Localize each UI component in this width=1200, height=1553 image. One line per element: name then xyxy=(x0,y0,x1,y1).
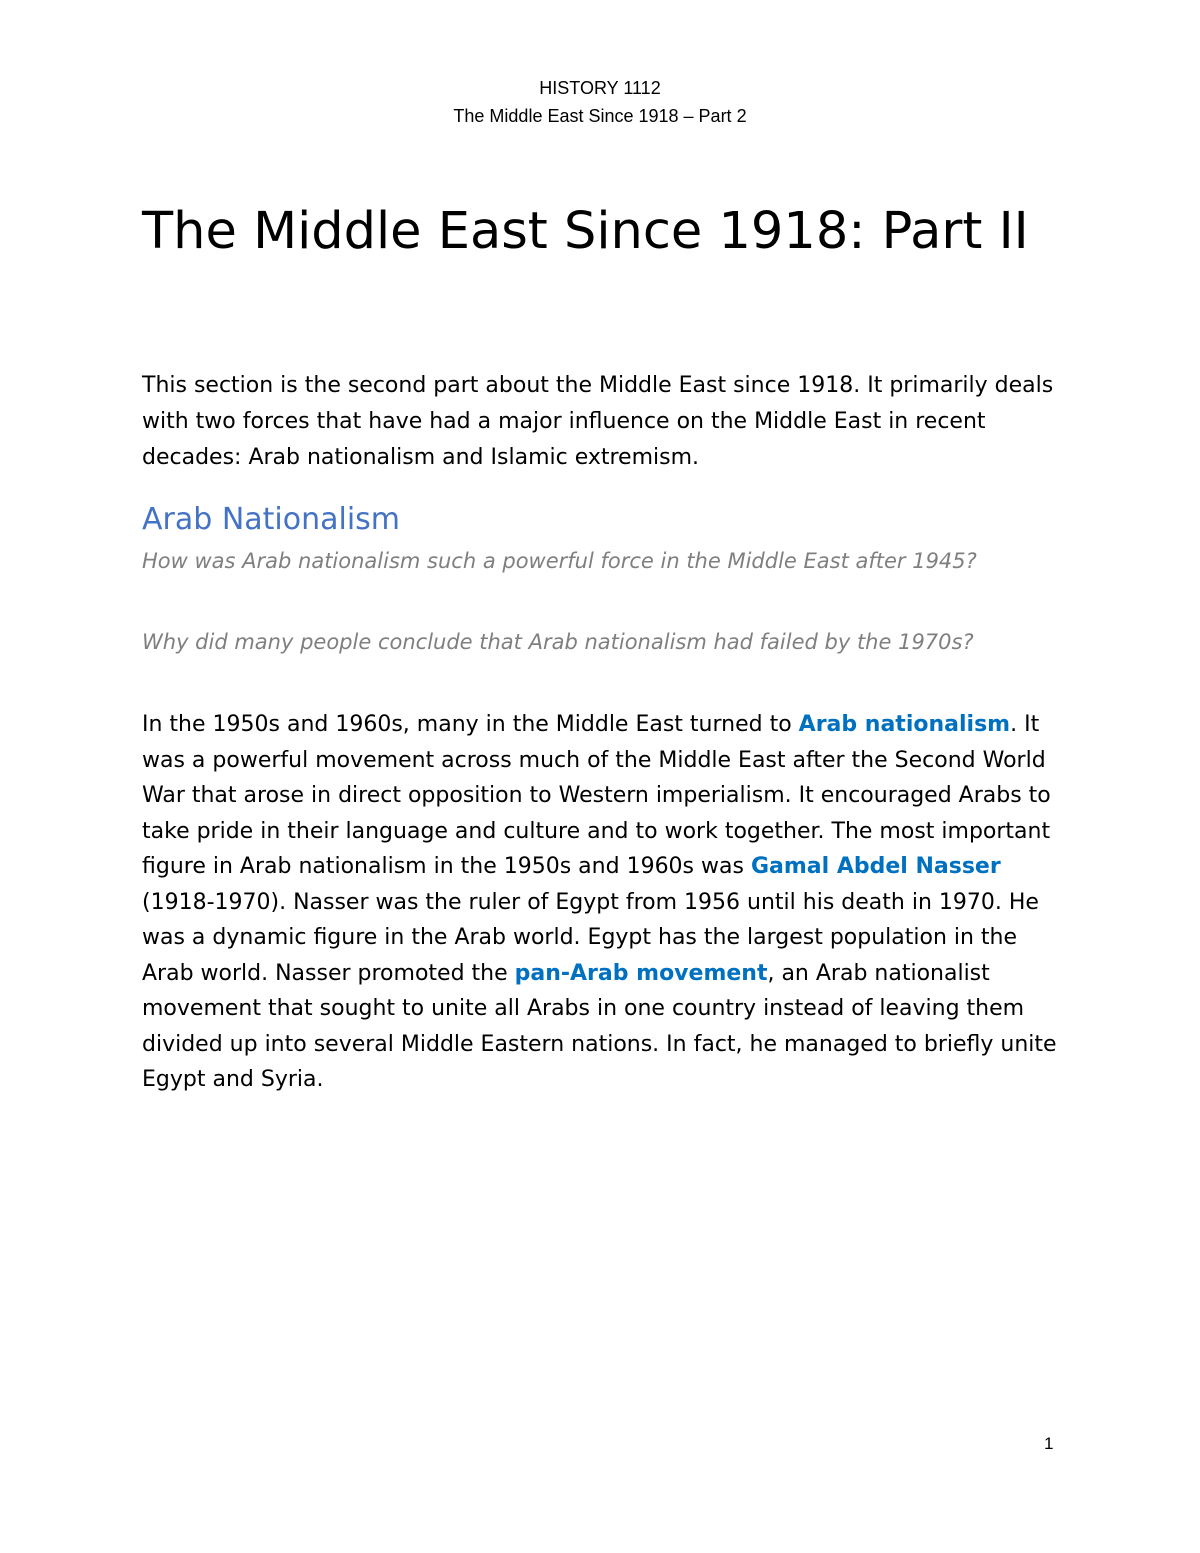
document-title: The Middle East Since 1918: Part II xyxy=(142,202,1029,261)
running-header xyxy=(0,74,1200,130)
term-link-arab-nationalism[interactable]: Arab nationalism xyxy=(798,712,1011,737)
guiding-question-2: Why did many people conclude that Arab nationalism had failed by the 1970s? xyxy=(142,630,974,654)
term-link-pan-arab-movement[interactable]: pan-Arab movement xyxy=(514,960,768,986)
section-heading: Arab Nationalism xyxy=(142,502,401,537)
body-text-segment: . It was a powerful movement across much of the Middle East after the Second World War that arose in direct opposition to Western imperialism. It encouraged Arabs to take pride in their language and culture and to work together. The most important figure in Arab nationalism in the 1950s and 1960s was xyxy=(142,712,1051,879)
body-text-segment: , an Arab nationalist movement that sought to unite all Arabs in one country instead of leaving them divided up into several Middle Eastern nations. In fact, he managed to briefly unite Egypt and Syria. xyxy=(142,960,1057,1092)
body-paragraph xyxy=(142,707,1072,1098)
term-link-gamal-abdel-nasser[interactable]: Gamal Abdel Nasser xyxy=(750,854,1001,879)
page-number: 1 xyxy=(1044,1434,1054,1453)
intro-paragraph: This section is the second part about the Middle East since 1918. It primarily deals with two forces that have had a major influence on the Middle East in recent decades: Arab nationalism and Islamic extremism. xyxy=(142,373,1054,470)
body-text-segment: In the 1950s and 1960s, many in the Middle East turned to xyxy=(142,712,799,737)
body-text-segment: (1918-1970). Nasser was the ruler of Egypt from 1956 until his death in 1970. He was a dynamic figure in the Arab world. Egypt has the largest population in the Arab world. Nasser promoted the xyxy=(142,889,1039,986)
guiding-question-1: How was Arab nationalism such a powerful force in the Middle East after 1945? xyxy=(142,549,977,573)
header-subtitle: The Middle East Since 1918 – Part 2 xyxy=(453,106,747,126)
course-code: HISTORY 1112 xyxy=(539,78,661,98)
